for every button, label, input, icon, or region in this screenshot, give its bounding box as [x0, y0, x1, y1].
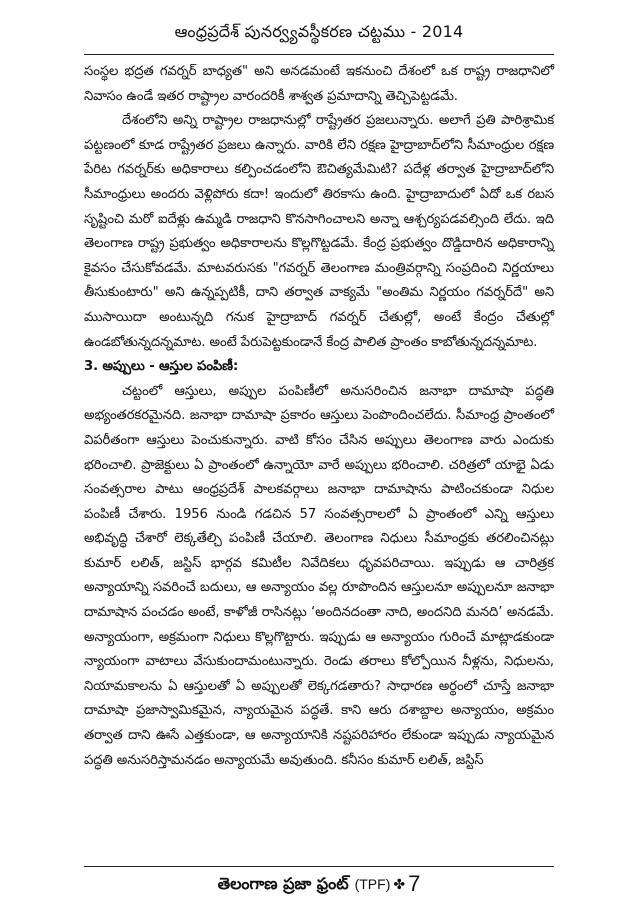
page-header-title: ఆంధ్రప్రదేశ్ పునర్వ్యవస్థీకరణ చట్టము - 2014	[174, 22, 464, 41]
header-divider	[84, 54, 554, 55]
footer-abbreviation: (TPF)	[354, 876, 391, 892]
paragraph-continuation: సంస్థల భద్రత గవర్నర్ బాధ్యత" అని అనడమంటే ఇకనుంచి దేశంలో ఒక రాష్ట్ర రాజధానిలో నివాసం ఉండే ఇతర రాష్ట్రాల వారందరికీ శాశ్వత ప్రమాదాన్ని తెచ్చిపెట్టడమే.	[84, 64, 554, 104]
section-heading-debts-assets: 3. అప్పులు - ఆస్తుల పంపిణీ:	[84, 359, 239, 375]
footer-separator-icon: ✤	[393, 877, 406, 893]
paragraph-debts-assets: చట్టంలో ఆస్తులు, అప్పుల పంపిణీలో అనుసరించిన జనాభా దామాషా పద్ధతి అభ్యంతరకరమైనది. జనాభా దామాషా ప్రకారం ఆస్తులు పెంపొందించలేదు. సీమాంధ్ర ప్రాంతంలో విపరీతంగా ఆస్తులు పెంచుకున్నారు. వాటి కోసం చేసిన అప్పులు తెలంగాణ వారు ఎందుకు భరించాలి. ప్రాజెక్టులు ఏ ప్రాంతంలో ఉన్నాయో వారే అప్పులు భరించాలి. చరిత్రలో యాభై ఏడు సంవత్సరాల పాటు ఆంధ్రప్రదేశ్ పాలకవర్గాలు జనాభా దామాషాను పాటించకుండా నిధుల పంపిణీ చేశారు. 1956 నుండి గడచిన 57 సంవత్సరాలలో ఏ ప్రాంతంలో ఎన్ని ఆస్తులు అభివృద్ధి చేశారో లెక్కతేల్చి పంపిణీ చేయాలి. తెలంగాణ నిధులు సీమాంధ్రకు తరలించినట్లు కుమార్ లలిత్, జస్టిస్ భార్గవ కమిటీల నివేదికలు ధృవపరిచాయి. ఇప్పుడు ఆ చారిత్రక అన్యాయాన్ని సవరించే బదులు, ఆ అన్యాయం వల్ల రూపొందిన ఆస్తులనూ అప్పులనూ జనాభా దామాషాన పంచడం అంటే, కాళోజీ రాసినట్లు ‘అందినదంతా నాది, అందనిది మనది’ అనడమే. అన్యాయంగా, అక్రమంగా నిధులు కొల్లగొట్టారు. ఇప్పుడు ఆ అన్యాయం గురించే మాట్లాడకుండా న్యాయంగా వాటాలు వేసుకుందామంటున్నారు. రెండు తరాలు కోల్పోయిన నీళ్లను, నిధులను, నియామకాలను ఏ ఆస్తులతో ఏ అప్పులతో లెక్కగడతారు? సాధారణ అర్థంలో చూస్తే జనాభా దామాషా ప్రజాస్వామికమైన, న్యాయమైన పద్ధతే. కాని ఆరు దశాబ్దాల అన్యాయం, అక్రమం తర్వాత దాని ఊసే ఎత్తకుండా, ఆ అన్యాయానికి నష్టపరిహారం లేకుండా ఇప్పుడు న్యాయమైన పద్ధతి అనుసరిస్తామనడం అన్యాయమే అవుతుంది. కనీసం కుమార్ లలిత్, జస్టిస్	[84, 383, 554, 768]
paragraph-governor-powers: దేశంలోని అన్ని రాష్ట్రాల రాజధానుల్లో రాష్ట్రేతర ప్రజలున్నారు. అలాగే ప్రతి పారిశ్రామిక పట్టణంలో కూడ రాష్ట్రేతర ప్రజలు ఉన్నారు. వారికి లేని రక్షణ హైద్రాబాద్‌లోని సీమాంధ్రుల రక్షణ పేరిట గవర్నర్‌కు అధికారాలు కల్పించడంలోని ఔచిత్యమేమిటి? పదేళ్ల తర్వాత హైద్రాబాద్‌లోని సీమాంధ్రులు అందరు వెళ్లిపోరు కదా! ఇందులో తిరకాసు ఉంది. హైద్రాబాదులో ఏదో ఒక రబస సృష్టించి మరో ఐదేళ్లు ఉమ్మడి రాజధాని కొనసాగించాలని అన్నా ఆశ్చర్యపడవల్సింది లేదు. ఇది తెలంగాణ రాష్ట్ర ప్రభుత్వం అధికారాలను కొల్లగొట్టడమే. కేంద్ర ప్రభుత్వం దొడ్డిదారిన అధికారాన్ని కైవసం చేసుకోవడమే. మాటవరుసకు "గవర్నర్ తెలంగాణ మంత్రివర్గాన్ని సంప్రదించి నిర్ణయాలు తీసుకుంటారు" అని ఉన్నప్పటికీ, దాని తర్వాత వాక్యమే "అంతిమ నిర్ణయం గవర్నర్‌దే" అని ముసాయిదా అంటున్నది గనుక హైద్రాబాద్ గవర్నర్ చేతుల్లో, అంటే కేంద్రం చేతుల్లో ఉండబోతున్నదన్నమాట. అంటే పేరుపెట్టకుండానే కేంద్ర పాలిత ప్రాంతం కాబోతున్నదన్నమాట.	[84, 113, 554, 350]
document-body	[84, 60, 554, 773]
page-number: 7	[408, 871, 421, 896]
footer-brand: తెలంగాణ ప్రజా ఫ్రంట్	[217, 874, 349, 893]
page-footer	[84, 866, 554, 902]
